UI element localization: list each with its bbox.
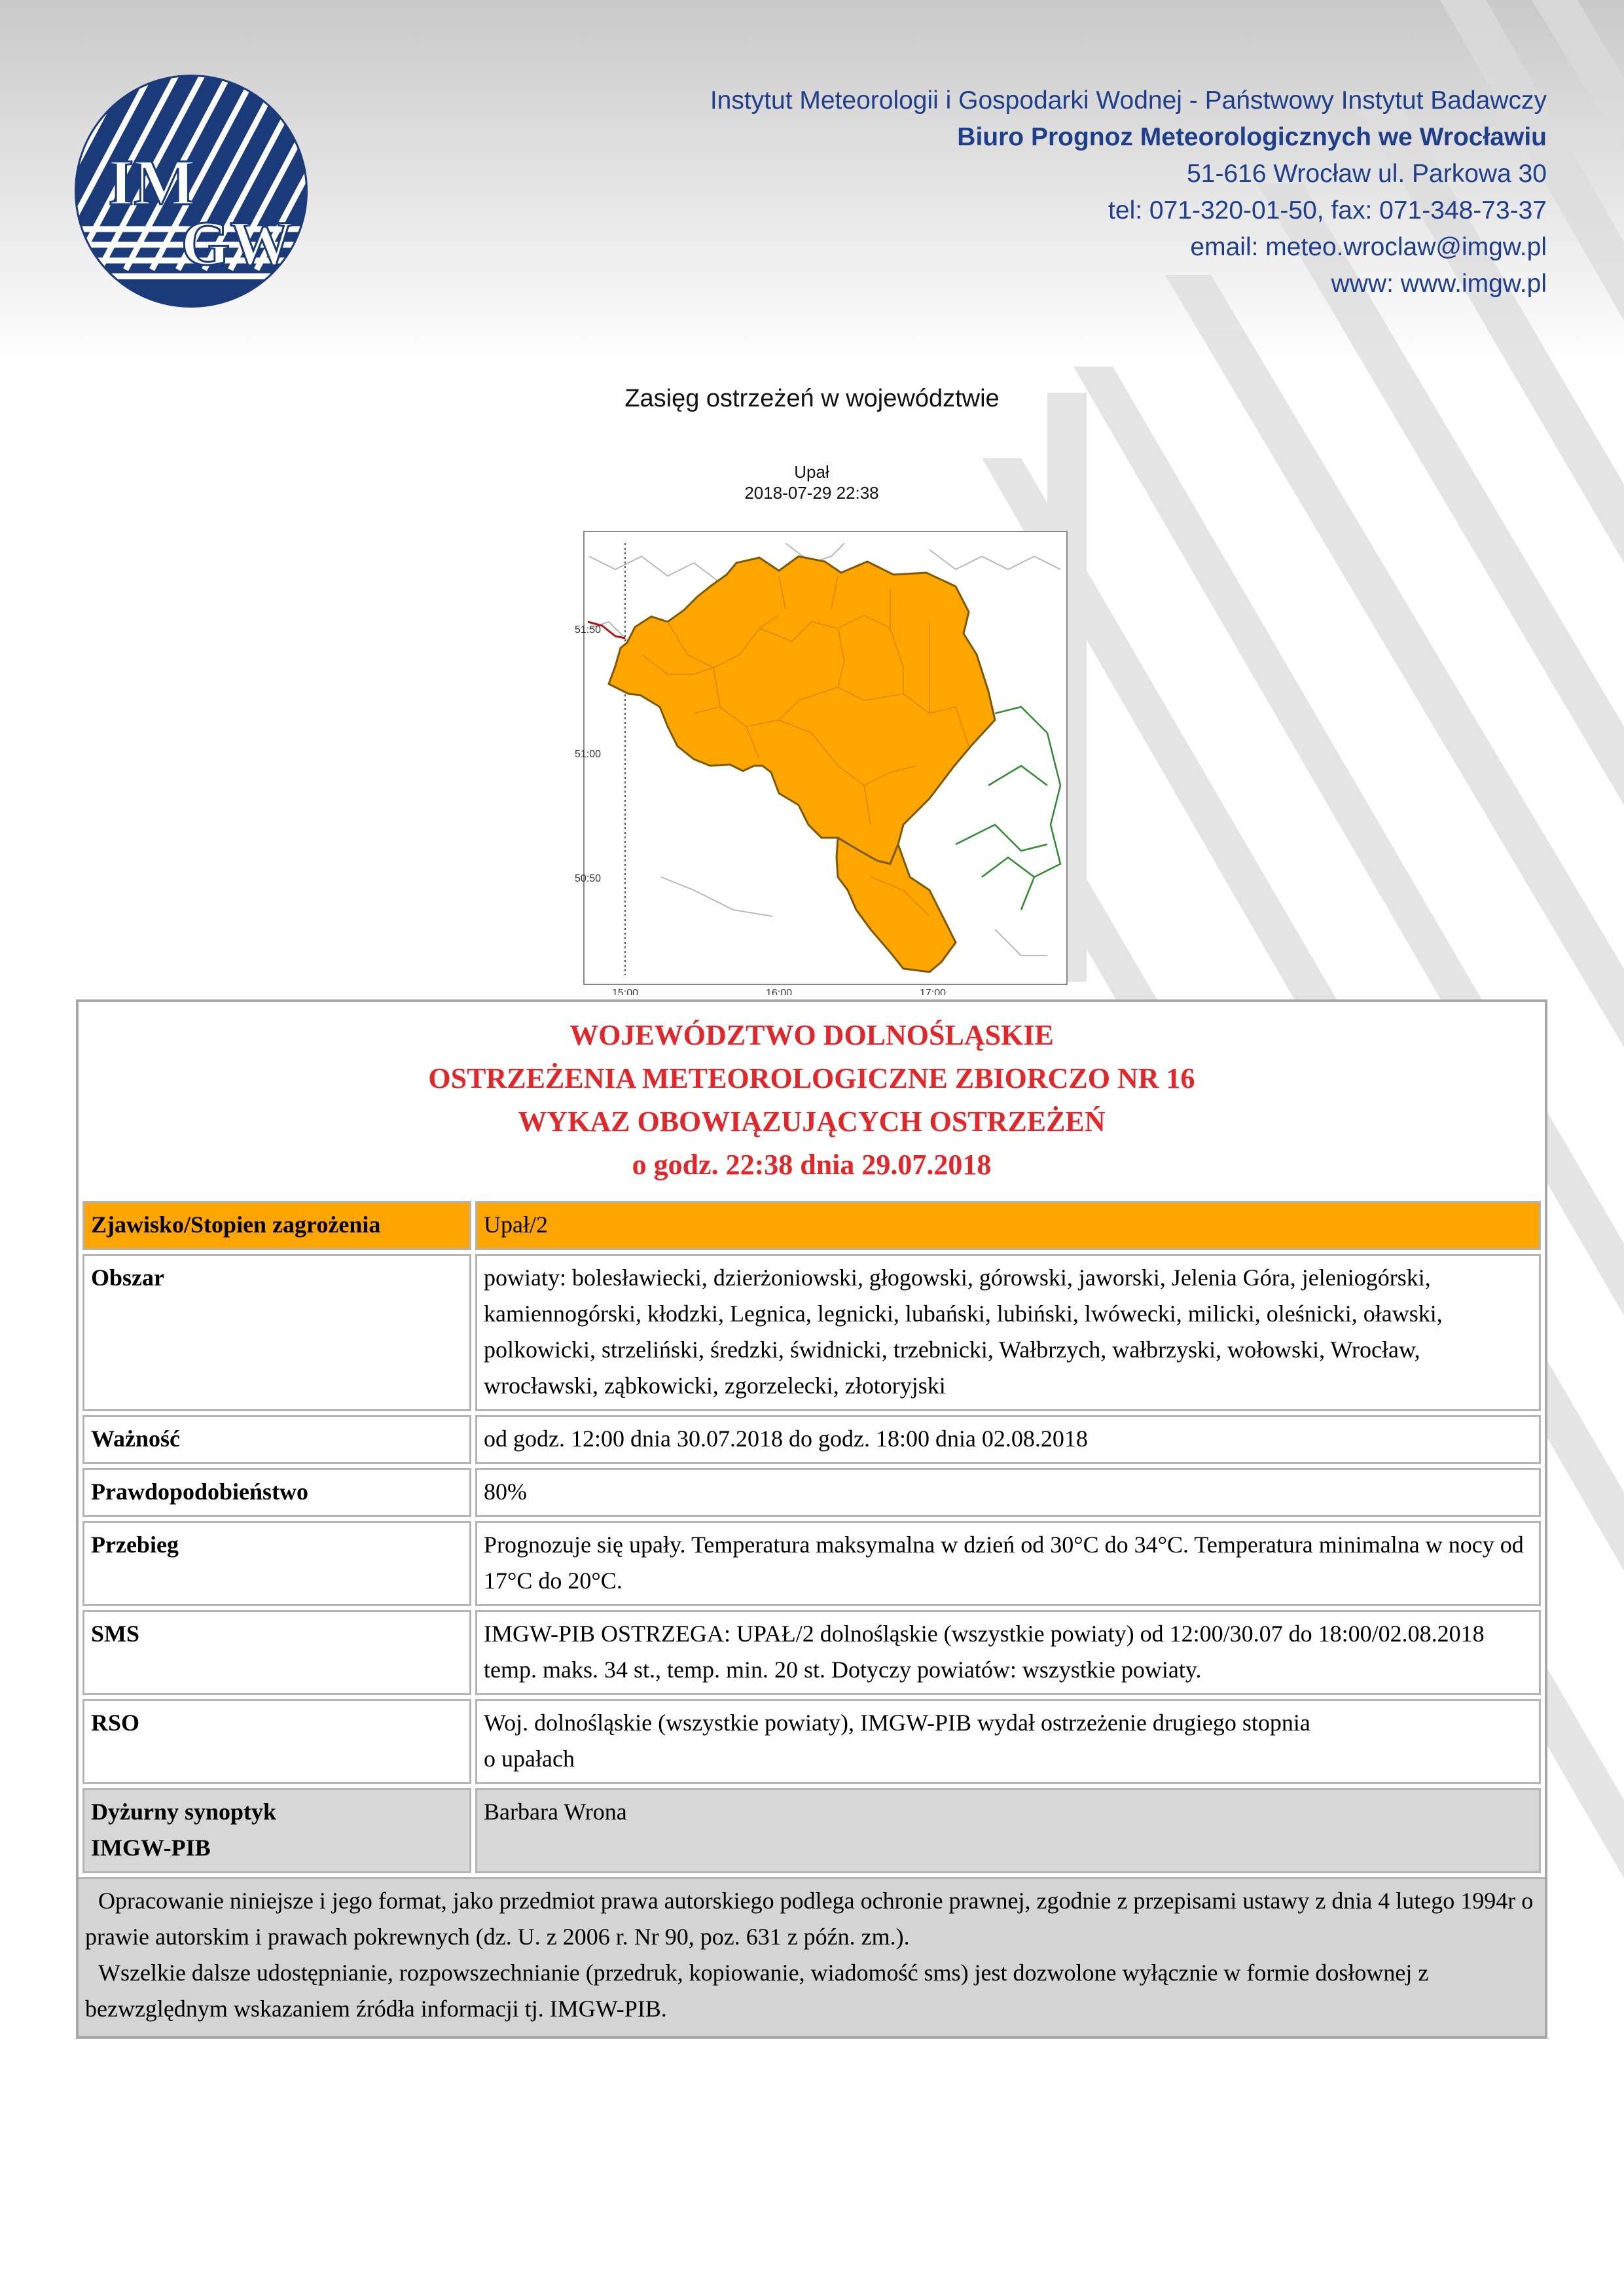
bureau-name: Biuro Prognoz Meteorologicznych we Wrocławiu xyxy=(957,123,1547,151)
institute-header xyxy=(710,82,1547,302)
table-row-sms xyxy=(82,1610,1541,1695)
sms-label: SMS xyxy=(82,1610,471,1695)
rso-label: RSO xyxy=(82,1699,471,1784)
imgw-logo xyxy=(73,73,309,309)
map-title: Upał xyxy=(794,462,829,482)
synoptic-value: Barbara Wrona xyxy=(475,1788,1541,1873)
logo-text-bottom: GW xyxy=(181,208,293,278)
table-row-phenomenon xyxy=(82,1201,1541,1250)
area-value: powiaty: bolesławiecki, dzierżoniowski, głogowski, górowski, jaworski, Jelenia Góra, jeleniogórski, kamiennogórski, kłodzki, Legnica, legnicki, lubański, lubiński, lwówecki, milicki, oleśnicki, oławski, polkowicki, strzeliński, średzki, świdnicki, trzebnicki, Wałbrzych, wałbrzyski, wołowski, Wrocław, wrocławski, ząbkowicki, zgorzelecki, złotoryjski xyxy=(475,1254,1541,1411)
map-timestamp: 2018-07-29 22:38 xyxy=(744,483,879,503)
table-row-course xyxy=(82,1521,1541,1606)
phone-fax: tel: 071-320-01-50, fax: 071-348-73-37 xyxy=(1108,196,1547,224)
table-row-probability xyxy=(82,1468,1541,1517)
synoptic-label-line1: Dyżurny synoptyk xyxy=(91,1799,277,1825)
lat-tick-3: 50:50 xyxy=(574,873,601,884)
report-heading-region: WOJEWÓDZTWO DOLNOŚLĄSKIE xyxy=(569,1019,1054,1051)
validity-value: od godz. 12:00 dnia 30.07.2018 do godz. 18:00 dnia 02.08.2018 xyxy=(475,1415,1541,1464)
validity-label: Ważność xyxy=(82,1415,471,1464)
course-value: Prognozuje się upały. Temperatura maksymalna w dzień od 30°C do 34°C. Temperatura minimalna w nocy od 17°C do 20°C. xyxy=(475,1521,1541,1606)
lat-tick-1: 51:50 xyxy=(574,624,601,636)
sms-value: IMGW-PIB OSTRZEGA: UPAŁ/2 dolnośląskie (wszystkie powiaty) od 12:00/30.07 do 18:00/02.08.2018 temp. maks. 34 st., temp. min. 20 st. Dotyczy powiatów: wszystkie powiaty. xyxy=(475,1610,1541,1695)
lon-tick-3: 17:00 xyxy=(919,988,947,995)
rso-value xyxy=(475,1699,1541,1784)
rso-value-line2: o upałach xyxy=(484,1746,575,1772)
synoptic-label-line2: IMGW-PIB xyxy=(91,1835,211,1861)
table-row-synoptic xyxy=(82,1788,1541,1873)
probability-value: 80% xyxy=(475,1468,1541,1517)
email: email: meteo.wroclaw@imgw.pl xyxy=(1190,233,1547,261)
warning-details-table xyxy=(79,1197,1545,1877)
lon-tick-1: 15:00 xyxy=(611,988,639,995)
rso-value-line1: Woj. dolnośląskie (wszystkie powiaty), IMGW-PIB wydał ostrzeżenie drugiego stopnia xyxy=(484,1710,1310,1736)
distribution-notice: Wszelkie dalsze udostępnianie, rozpowszechnianie (przedruk, kopiowanie, wiadomość sms) jest dozwolone wyłącznie w formie dosłownej z bezwzględnym wskazaniem źródła informacji tj. IMGW-PIB. xyxy=(85,1960,1429,2022)
lon-tick-2: 16:00 xyxy=(765,988,793,995)
map-section-title: Zasięg ostrzeżeń w województwie xyxy=(624,385,1000,412)
synoptic-label xyxy=(82,1788,471,1873)
warning-map xyxy=(563,458,1074,995)
institute-name: Instytut Meteorologii i Gospodarki Wodnej - Państwowy Instytut Badawczy xyxy=(710,86,1547,115)
report-heading-subtitle: WYKAZ OBOWIĄZUJĄCYCH OSTRZEŻEŃ xyxy=(518,1105,1106,1138)
address: 51-616 Wrocław ul. Parkowa 30 xyxy=(1187,160,1547,188)
copyright-footer xyxy=(79,1877,1545,2036)
table-row-area xyxy=(82,1254,1541,1411)
report-heading xyxy=(79,1002,1545,1197)
phenomenon-label: Zjawisko/Stopien zagrożenia xyxy=(82,1201,471,1250)
copyright-notice: Opracowanie niniejsze i jego format, jako przedmiot prawa autorskiego podlega ochronie prawnej, zgodnie z przepisami ustawy z dnia 4 lutego 1994r o prawie autorskim i prawach pokrewnych (dz. U. z 2006 r. Nr 90, poz. 631 z późn. zm.). xyxy=(85,1888,1534,1950)
probability-label: Prawdopodobieństwo xyxy=(82,1468,471,1517)
report-heading-title: OSTRZEŻENIA METEOROLOGICZNE ZBIORCZO NR 16 xyxy=(428,1062,1195,1094)
lat-tick-2: 51:00 xyxy=(574,749,601,760)
website: www: www.imgw.pl xyxy=(1331,270,1547,298)
table-row-rso xyxy=(82,1699,1541,1784)
logo-text-top: IM xyxy=(108,146,196,219)
area-label: Obszar xyxy=(82,1254,471,1411)
report-heading-time: o godz. 22:38 dnia 29.07.2018 xyxy=(632,1149,992,1181)
phenomenon-value: Upał/2 xyxy=(475,1201,1541,1250)
warning-report xyxy=(76,999,1547,2039)
course-label: Przebieg xyxy=(82,1521,471,1606)
table-row-validity xyxy=(82,1415,1541,1464)
